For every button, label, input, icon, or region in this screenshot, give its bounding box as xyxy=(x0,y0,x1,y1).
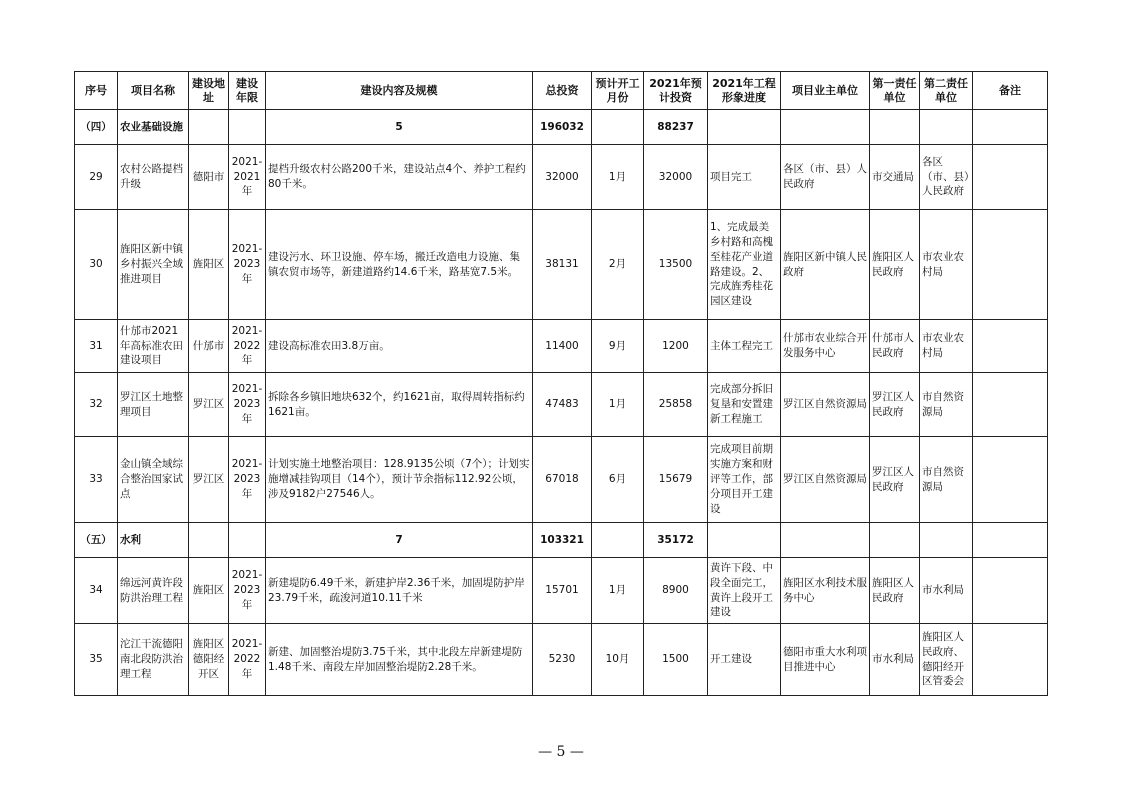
remarks xyxy=(973,145,1048,210)
empty-cell xyxy=(189,110,229,145)
section-title: 水利 xyxy=(118,523,189,558)
section-invest-2021: 35172 xyxy=(644,523,708,558)
progress: 完成项目前期实施方案和财评等工作，部分项目开工建设 xyxy=(708,437,781,523)
investment-2021: 13500 xyxy=(644,210,708,320)
project-name: 什邡市2021年高标准农田建设项目 xyxy=(118,320,189,373)
table-row xyxy=(75,373,1048,437)
owner-unit: 罗江区自然资源局 xyxy=(781,437,870,523)
empty-cell xyxy=(229,523,266,558)
row-no: 29 xyxy=(75,145,118,210)
first-responsible: 市交通局 xyxy=(870,145,920,210)
years: 2021-2022年 xyxy=(229,624,266,696)
header-cell: 项目名称 xyxy=(118,72,189,110)
start-month: 1月 xyxy=(592,558,644,624)
section-total: 196032 xyxy=(533,110,592,145)
years: 2021-2021年 xyxy=(229,145,266,210)
years: 2021-2023年 xyxy=(229,437,266,523)
project-name: 金山镇全域综合整治国家试点 xyxy=(118,437,189,523)
header-cell: 第一责任单位 xyxy=(870,72,920,110)
second-responsible: 市农业农村局 xyxy=(920,210,973,320)
years: 2021-2023年 xyxy=(229,558,266,624)
empty-cell xyxy=(708,110,781,145)
years: 2021-2023年 xyxy=(229,210,266,320)
years: 2021-2022年 xyxy=(229,320,266,373)
section-no: （五） xyxy=(75,523,118,558)
content: 建设高标准农田3.8万亩。 xyxy=(266,320,533,373)
row-no: 30 xyxy=(75,210,118,320)
empty-cell xyxy=(973,110,1048,145)
table-row xyxy=(75,145,1048,210)
header-cell: 2021年工程形象进度 xyxy=(708,72,781,110)
start-month: 1月 xyxy=(592,145,644,210)
section-invest-2021: 88237 xyxy=(644,110,708,145)
project-table xyxy=(74,71,1048,696)
section-title: 农业基础设施 xyxy=(118,110,189,145)
total-investment: 5230 xyxy=(533,624,592,696)
first-responsible: 旌阳区人民政府 xyxy=(870,210,920,320)
section-no: （四） xyxy=(75,110,118,145)
content: 提档升级农村公路200千米，建设站点4个、养护工程约80千米。 xyxy=(266,145,533,210)
content: 计划实施土地整治项目：128.9135公顷（7个）；计划实施增减挂钩项目（14个），预计节余指标112.92公顷，涉及9182户27546人。 xyxy=(266,437,533,523)
second-responsible: 市水利局 xyxy=(920,558,973,624)
owner-unit: 旌阳区水利技术服务中心 xyxy=(781,558,870,624)
content: 新建、加固整治堤防3.75千米，其中北段左岸新建堤防1.48千米、南段左岸加固整治堤防2.28千米。 xyxy=(266,624,533,696)
header-cell: 第二责任单位 xyxy=(920,72,973,110)
content: 新建堤防6.49千米，新建护岸2.36千米，加固堤防护岸23.79千米，疏浚河道10.11千米 xyxy=(266,558,533,624)
header-row xyxy=(75,72,1048,110)
second-responsible: 旌阳区人民政府、德阳经开区管委会 xyxy=(920,624,973,696)
row-no: 31 xyxy=(75,320,118,373)
address: 罗江区 xyxy=(189,437,229,523)
owner-unit: 德阳市重大水利项目推进中心 xyxy=(781,624,870,696)
first-responsible: 罗江区人民政府 xyxy=(870,373,920,437)
project-name: 沱江干流德阳南北段防洪治理工程 xyxy=(118,624,189,696)
investment-2021: 8900 xyxy=(644,558,708,624)
first-responsible: 什邡市人民政府 xyxy=(870,320,920,373)
empty-cell xyxy=(708,523,781,558)
owner-unit: 各区（市、县）人民政府 xyxy=(781,145,870,210)
first-responsible: 旌阳区人民政府 xyxy=(870,558,920,624)
years: 2021-2023年 xyxy=(229,373,266,437)
header-cell: 建设地址 xyxy=(189,72,229,110)
address: 什邡市 xyxy=(189,320,229,373)
header-cell: 2021年预计投资 xyxy=(644,72,708,110)
remarks xyxy=(973,373,1048,437)
investment-2021: 1200 xyxy=(644,320,708,373)
investment-2021: 1500 xyxy=(644,624,708,696)
progress: 黄许下段、中段全面完工，黄许上段开工建设 xyxy=(708,558,781,624)
owner-unit: 旌阳区新中镇人民政府 xyxy=(781,210,870,320)
row-no: 33 xyxy=(75,437,118,523)
project-name: 罗江区土地整理项目 xyxy=(118,373,189,437)
owner-unit: 什邡市农业综合开发服务中心 xyxy=(781,320,870,373)
address: 旌阳区 xyxy=(189,210,229,320)
total-investment: 15701 xyxy=(533,558,592,624)
total-investment: 32000 xyxy=(533,145,592,210)
empty-cell xyxy=(592,110,644,145)
second-responsible: 市自然资源局 xyxy=(920,373,973,437)
table-row xyxy=(75,624,1048,696)
section-total: 103321 xyxy=(533,523,592,558)
address: 德阳市 xyxy=(189,145,229,210)
header-cell: 总投资 xyxy=(533,72,592,110)
progress: 开工建设 xyxy=(708,624,781,696)
row-no: 34 xyxy=(75,558,118,624)
header-cell: 建设内容及规模 xyxy=(266,72,533,110)
start-month: 1月 xyxy=(592,373,644,437)
table-row xyxy=(75,558,1048,624)
total-investment: 67018 xyxy=(533,437,592,523)
start-month: 6月 xyxy=(592,437,644,523)
remarks xyxy=(973,624,1048,696)
empty-cell xyxy=(870,523,920,558)
progress: 项目完工 xyxy=(708,145,781,210)
section-row xyxy=(75,523,1048,558)
progress: 主体工程完工 xyxy=(708,320,781,373)
first-responsible: 罗江区人民政府 xyxy=(870,437,920,523)
remarks xyxy=(973,558,1048,624)
empty-cell xyxy=(189,523,229,558)
progress: 完成部分拆旧复垦和安置建新工程施工 xyxy=(708,373,781,437)
second-responsible: 各区（市、县）人民政府 xyxy=(920,145,973,210)
address: 旌阳区德阳经开区 xyxy=(189,624,229,696)
table-row xyxy=(75,437,1048,523)
second-responsible: 市农业农村局 xyxy=(920,320,973,373)
empty-cell xyxy=(229,110,266,145)
start-month: 10月 xyxy=(592,624,644,696)
address: 旌阳区 xyxy=(189,558,229,624)
empty-cell xyxy=(870,110,920,145)
total-investment: 11400 xyxy=(533,320,592,373)
project-name: 旌阳区新中镇乡村振兴全域推进项目 xyxy=(118,210,189,320)
row-no: 35 xyxy=(75,624,118,696)
table-row xyxy=(75,210,1048,320)
header-cell: 序号 xyxy=(75,72,118,110)
header-cell: 建设年限 xyxy=(229,72,266,110)
project-name: 农村公路提档升级 xyxy=(118,145,189,210)
address: 罗江区 xyxy=(189,373,229,437)
row-no: 32 xyxy=(75,373,118,437)
empty-cell xyxy=(920,523,973,558)
empty-cell xyxy=(920,110,973,145)
owner-unit: 罗江区自然资源局 xyxy=(781,373,870,437)
empty-cell xyxy=(592,523,644,558)
remarks xyxy=(973,320,1048,373)
project-name: 绵远河黄许段防洪治理工程 xyxy=(118,558,189,624)
page-number: — 5 — xyxy=(538,744,584,760)
investment-2021: 15679 xyxy=(644,437,708,523)
content: 建设污水、环卫设施、停车场，搬迁改造电力设施、集镇农贸市场等，新建道路约14.6千米，路基宽7.5米。 xyxy=(266,210,533,320)
progress: 1、完成最美乡村路和高槐至桂花产业道路建设。2、完成旌秀桂花园区建设 xyxy=(708,210,781,320)
header-cell: 预计开工月份 xyxy=(592,72,644,110)
empty-cell xyxy=(781,523,870,558)
investment-2021: 25858 xyxy=(644,373,708,437)
total-investment: 38131 xyxy=(533,210,592,320)
first-responsible: 市水利局 xyxy=(870,624,920,696)
section-count: 7 xyxy=(266,523,533,558)
section-count: 5 xyxy=(266,110,533,145)
remarks xyxy=(973,210,1048,320)
content: 拆除各乡镇旧地块632个，约1621亩，取得周转指标约1621亩。 xyxy=(266,373,533,437)
investment-2021: 32000 xyxy=(644,145,708,210)
section-row xyxy=(75,110,1048,145)
header-cell: 项目业主单位 xyxy=(781,72,870,110)
header-cell: 备注 xyxy=(973,72,1048,110)
second-responsible: 市自然资源局 xyxy=(920,437,973,523)
remarks xyxy=(973,437,1048,523)
start-month: 9月 xyxy=(592,320,644,373)
table-row xyxy=(75,320,1048,373)
empty-cell xyxy=(781,110,870,145)
total-investment: 47483 xyxy=(533,373,592,437)
start-month: 2月 xyxy=(592,210,644,320)
empty-cell xyxy=(973,523,1048,558)
